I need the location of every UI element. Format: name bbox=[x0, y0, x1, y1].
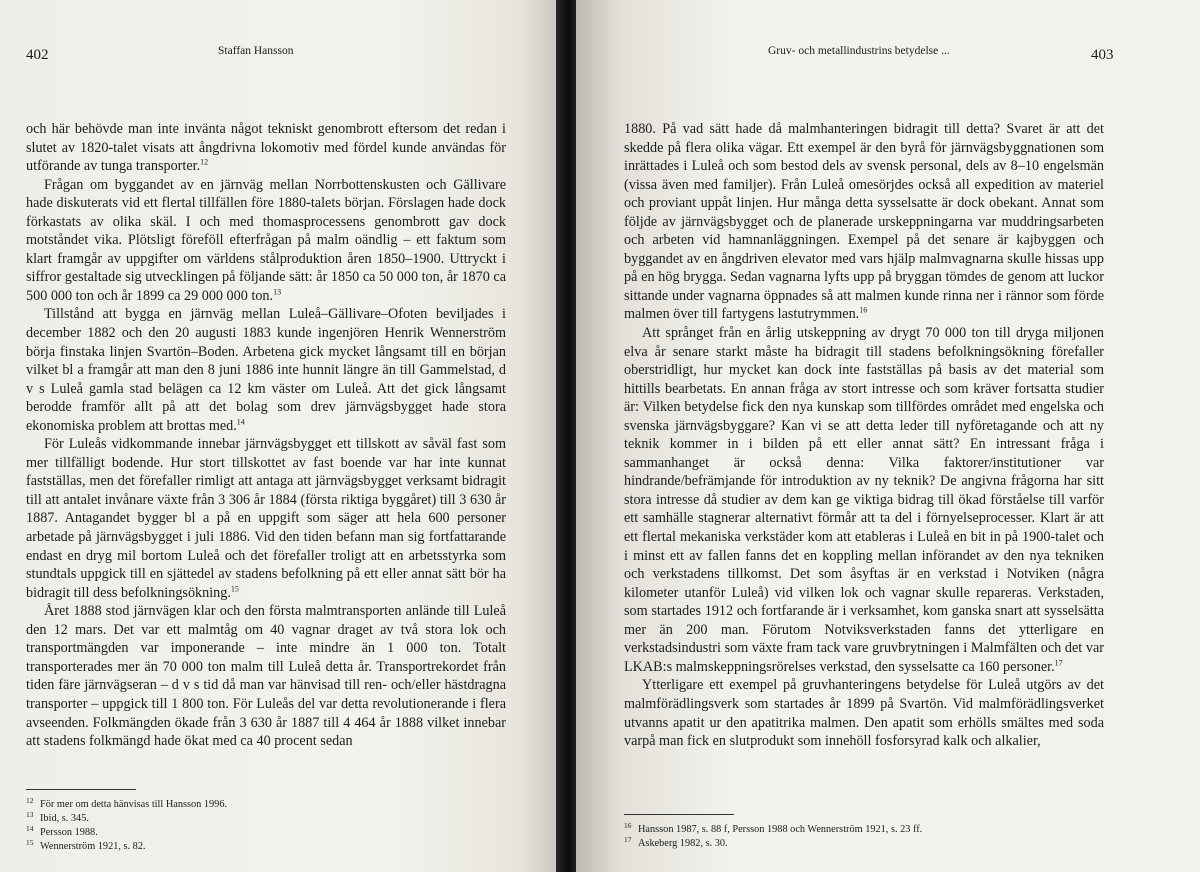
footnote: 15 Wennerström 1921, s. 82. bbox=[26, 837, 146, 852]
footnote-ref[interactable]: 14 bbox=[236, 417, 245, 427]
page-number: 403 bbox=[1091, 47, 1114, 63]
footnote-ref[interactable]: 13 bbox=[273, 287, 282, 297]
paragraph: Frågan om byggandet av en järnväg mellan Norrbottenskusten och Gällivare hade diskuterats vid ett flertal tillfällen före 1880-talets början. Förslagen hade dock förkastats av olika skäl. I och med thomasprocessens genombrott gav dock motståndet vika. Plötsligt föreföll efterfrågan på malm oändlig – ett faktum som klart framgår av uppgifter om världens stålproduktion åren 1850–1900. Uttryckt i siffror gestaltade sig utvecklingen på följande sätt: år 1850 ca 50 000 ton, år 1870 ca 500 000 ton och år 1899 ca 29 000 000 ton.$^{13}$ bbox=[26, 176, 506, 304]
body-text bbox=[624, 120, 1104, 751]
footnote: 17 Askeberg 1982, s. 30. bbox=[624, 834, 728, 849]
paragraph: 1880. På vad sätt hade då malmhanteringen bidragit till detta? Svaret är att det skedde på flera olika vägar. Ett exempel är den byrå för järnvägsbyggnationen som inrättades i Luleå och som bestod dels av svensk personal, dels av 8–10 engelsmän (vissa även med familjer). Från Luleå omesörjdes också all expedition av materiel och proviant uppåt linjen. Hur många detta sysselsatte är dock obekant. Annat som följde av järnvägsbygget och de planerade urskeppningarna var muddringsarbeten och arbeten vid hamnanläggningen. Exempel på det senare är kajbyggen och byggandet av en ångdriven elevator med vars hjälp malmvagnarna skulle hissas upp på en hög brygga. Sedan vagnarna lyfts upp på bryggan tömdes de genom att luckor sittande under vagnarna öppnades så att malmen kunde rinna ner i rännor som förde malmen över till fartygens lastutrymmen.$^{16}$ bbox=[624, 121, 1104, 323]
left-page bbox=[0, 0, 560, 872]
footnote-rule bbox=[624, 814, 734, 815]
paragraph: För Luleås vidkommande innebar järnvägsbygget ett tillskott av såväl fast som mer tillfälligt bodende. Hur stort tillskottet av fast boende var har inte kunnat fastställas, men det förefaller rimligt att antaga att järnvägsbygget verksamt bidragit till att antalet invånare växte från 3 306 år 1884 (första riktiga byggåret) till 3 630 år 1887. Antagandet bygger bl a på en uppgift som säger att hela 600 personer arbetade på järnvägsbygget i juli 1886. Vid den tiden befann man sig fortfattarande endast en dryg mil bortom Luleå och det förefaller troligt att en arbetsstyrka som stundtals uppgick till en sjättedel av stadens befolkning på ett eller annat sätt bör ha bidragit till dess befolkningsökning.$^{15}$ bbox=[26, 436, 506, 601]
right-page bbox=[576, 0, 1200, 872]
running-head: Staffan Hansson bbox=[218, 45, 294, 57]
paragraph: Ytterligare ett exempel på gruvhanteringens betydelse för Luleå utgörs av det malmförädlingsverk som startades år 1899 på Svartön. Vid malmförädlingsverket utvanns apatit ur den apatitrika malmen. Den apatit som erhölls smältes med soda varpå man fick en slutprodukt som innehöll fosforsyrad kalk och alkalier, bbox=[624, 677, 1104, 750]
footnote: 16 Hansson 1987, s. 88 f, Persson 1988 och Wennerström 1921, s. 23 ff. bbox=[624, 820, 923, 835]
page-number: 402 bbox=[26, 47, 49, 63]
running-head: Gruv- och metallindustrins betydelse ... bbox=[768, 45, 950, 57]
footnote-ref[interactable]: 16 bbox=[859, 305, 868, 315]
footnote: 14 Persson 1988. bbox=[26, 823, 98, 838]
footnote-ref[interactable]: 17 bbox=[1054, 658, 1063, 668]
footnote-ref[interactable]: 15 bbox=[230, 583, 239, 593]
footnotes bbox=[624, 814, 1094, 851]
footnotes bbox=[26, 789, 426, 854]
footnote: 12 För mer om detta hänvisas till Hansson 1996. bbox=[26, 795, 228, 810]
body-text bbox=[26, 120, 506, 751]
paragraph: och här behövde man inte invänta något tekniskt genombrott eftersom det redan i slutet av 1820-talet visats att ångdrivna lokomotiv med fördel kunde användas för utförande av tunga transporter.$^{12}$ bbox=[26, 121, 506, 175]
paragraph: Att språnget från en årlig utskeppning av drygt 70 000 ton till dryga miljonen elva år senare starkt måste ha bidragit till stadens befolkningsökning förefaller oberstridligt, hur mycket kan dock inte fastställas på basis av det material som hittills bearbetats. En annan fråga av stort intresse och som kräver fortsatta studier är: Vilken betydelse fick den nya kunskap som tillfördes området med engelska och svenska järnvägsbyggare? Kan vi se att detta leder till nyföretagande och att ny teknik kommer in i bilden på ett eller annat sätt? En intressant fråga i sammanhanget är också denna: Vilka faktorer/institutioner var hindrande/befrämjande för introduktion av ny teknik? De angivna frågorna har sitt stora intresse då studier av dem kan ge viktiga bidrag till ökad förståelse till varför ett samhälle stagnerar alternativt förmår att ta del i förnyelseprocesser. Klart är att ett flertal mekaniska verkstäder kom att etableras i Luleå en bit in på 1900-talet och i minst ett av fallen fanns det en koppling mellan införandet av den nya tekniken och verkstadens tillkomst. Det som åsyftas är en verkstad i Notviken (några kilometer utanför Luleå) vid vilken lok och vagnar skulle repareras. Verkstaden, som startades 1912 och fortfarande är i verksamhet, kom ganska snart att sysselsätta mer än 200 man. Förutom Notviksverkstaden fanns det ytterligare en verkstadsindustri som växte fram tack vare gruvbrytningen i Malmfälten och det var LKAB:s malmskeppningsrörelses verkstad, den sysselsatte ca 160 personer.$^{17}$ bbox=[624, 325, 1104, 675]
footnote-ref[interactable]: 12 bbox=[200, 157, 209, 167]
paragraph: Tillstånd att bygga en järnväg mellan Luleå–Gällivare–Ofoten beviljades i december 1882 och den 20 augusti 1883 kunde ingenjören Henrik Wennerström börja finstaka linjen Svartön–Boden. Arbetena gick mycket långsamt till en början vilket bl a framgår att man den 8 juni 1886 inte hunnit längre än till Gammelstad, d v s Luleå gamla stad belägen ca 12 km väster om Luleå. Att det gick långsamt berodde framför allt på att det bolag som drev järnvägsbygget hade stora ekonomiska problem att brottas med.$^{14}$ bbox=[26, 306, 506, 434]
footnote: 13 Ibid, s. 345. bbox=[26, 809, 89, 824]
footnote-rule bbox=[26, 789, 136, 790]
paragraph: Året 1888 stod järnvägen klar och den första malmtransporten anlände till Luleå den 12 mars. Det var ett malmtåg om 40 vagnar draget av två stora lok och transportmängden var imponerande – inte mindre än 1 000 ton. Totalt transporterades mer än 70 000 ton malm till Luleå detta år. Transportrekordet från tiden färe järnvägseran – d v s tid då man var hänvisad till ren- och/eller hästdragna transporter – uppgick till 1 800 ton. För Luleås del var detta revolutionerande i flera avseenden. Folkmängden ökade från 3 630 år 1887 till 4 464 år 1888 vilket innebar att stadens folkmängd hade ökat med ca 40 procent sedan bbox=[26, 603, 506, 750]
